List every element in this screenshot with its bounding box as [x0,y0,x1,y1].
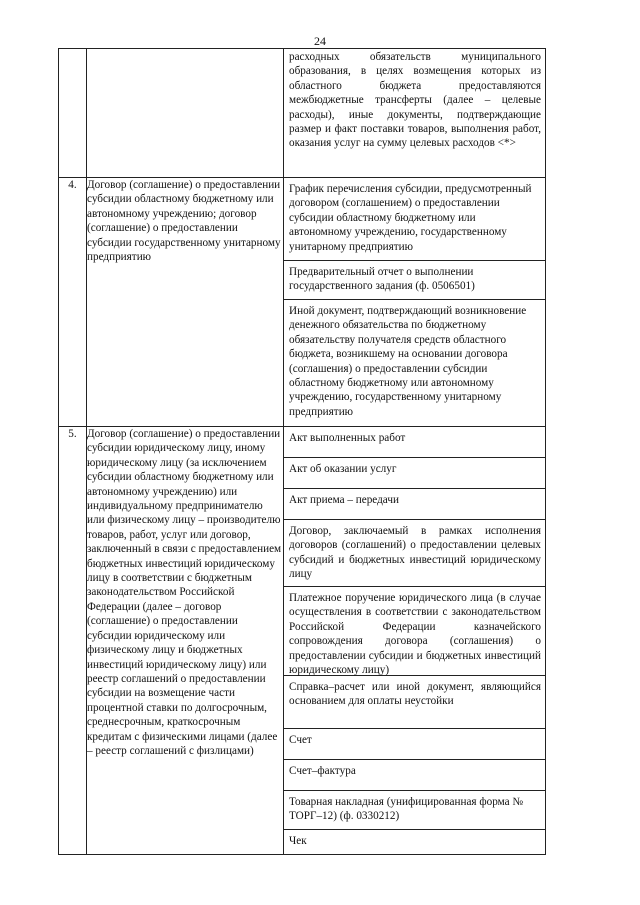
requisite-item: Справка–расчет или иной документ, являющийся основанием для оплаты неустойки [284,676,545,729]
row-number [59,49,87,178]
requisite-item: Чек [289,835,307,847]
requisite-item: Акт приема – передачи [284,489,545,520]
requisite-item: Счет [284,729,545,760]
requisites-cell [284,49,546,178]
requisite-item: Платежное поручение юридического лица (в случае осуществления в соответствии с законодательством Российской Федерации казначейского сопровождения договора (соглашения) о предоставлении субсидии и бюджетных инвестиций юридическому лицу) [284,587,545,676]
requisite-item: Иной документ, подтверждающий возникновение денежного обязательства по бюджетному обязательству получателя средств областного бюджета, возникшему на основании договора (соглашения) о предоставлении субсидии областному бюджетному или автономному учреждению, государственному унитарному предприятию [289,305,527,418]
table-row [59,178,546,427]
row-number: 5. [59,427,87,855]
page-number: 24 [314,34,326,48]
requisite-item: График перечисления субсидии, предусмотренный договором (соглашением) о предоставлении субсидии областному бюджетному или автономному учреждению, государственному унитарному предприятию [284,178,545,261]
requisite-item: Товарная накладная (унифицированная форма № ТОРГ–12) (ф. 0330212) [284,791,545,830]
requisite-item: Акт об оказании услуг [284,458,545,489]
requisite-item: Счет–фактура [284,760,545,791]
table-row [59,427,546,855]
requisite-item: расходных обязательств муниципального образования, в целях возмещения которых из областного бюджета предоставляются межбюджетные трансферты (далее – целевые расходы), иные документы, подтверждающие размер и факт поставки товаров, выполнения работ, оказания услуг на сумму целевых расходов <*> [289,51,541,150]
document-name: Договор (соглашение) о предоставлении субсидии областному бюджетному или автономному учреждению; договор (соглашение) о предоставлении субсидии государственному унитарному предприятию [87,178,284,427]
requisite-item: Акт выполненных работ [284,427,545,458]
row-number: 4. [59,178,87,427]
requisites-cell [284,427,546,855]
requisite-item: Предварительный отчет о выполнении государственного задания (ф. 0506501) [284,261,545,300]
table-row [59,49,546,178]
requisites-cell [284,178,546,427]
requisite-item: Договор, заключаемый в рамках исполнения договоров (соглашений) о предоставлении целевых субсидий и бюджетных инвестиций юридическому лицу [284,520,545,587]
document-name [87,49,284,178]
document-name: Договор (соглашение) о предоставлении субсидии юридическому лицу, иному юридическому лицу (за исключением субсидии областному бюджетному или автономному учреждению) или индивидуальному предпринимателю или физическому лицу – производителю товаров, работ, услуг или договор, заключенный в связи с предоставлением бюджетных инвестиций юридическому лицу в соответствии с бюджетным законодательством Российской Федерации (далее – договор (соглашение) о предоставлении субсидии юридическому или физическому лицу и бюджетных инвестиций юридическому лицу) или реестр соглашений о предоставлении субсидии на возмещение части процентной ставки по долгосрочным, среднесрочным, краткосрочным кредитам с физическими лицами (далее – реестр соглашений с физлицами) [87,427,284,855]
documents-table [58,48,546,855]
